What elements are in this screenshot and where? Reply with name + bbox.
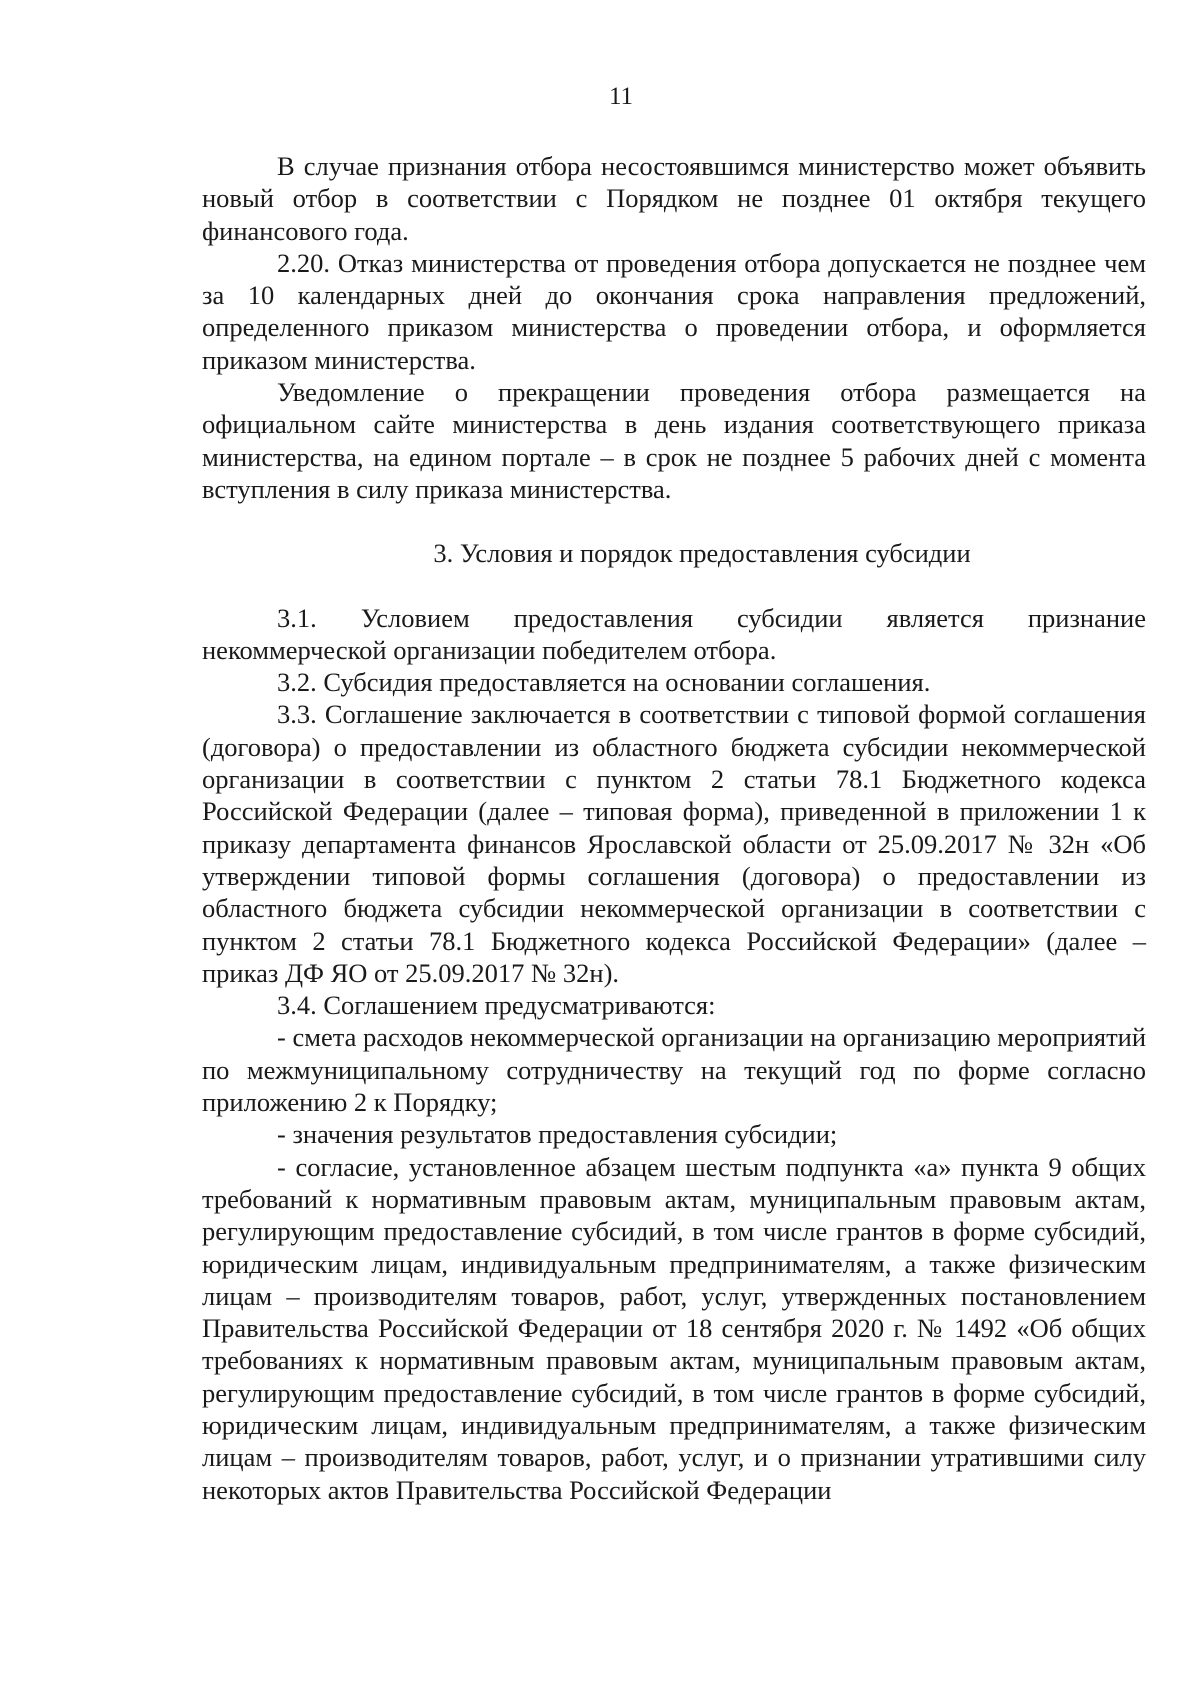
paragraph-3-1: 3.1. Условием предоставления субсидии является признание некоммерческой организации победителем отбора. bbox=[202, 602, 1146, 665]
paragraph-3-2: 3.2. Субсидия предоставляется на основании соглашения. bbox=[277, 667, 931, 698]
paragraph-failed-selection: В случае признания отбора несостоявшимся министерство может объявить новый отбор в соответствии с Порядком не позднее 01 октября текущего финансового года. bbox=[202, 151, 1146, 246]
paragraph-3-4: 3.4. Соглашением предусматриваются: bbox=[277, 990, 716, 1021]
list-item-cost-estimate: - смета расходов некоммерческой организации на организацию мероприятий по межмуниципальному сотрудничеству на текущий год по форме согласно приложению 2 к Порядку; bbox=[202, 1022, 1147, 1118]
document-body bbox=[202, 150, 1146, 1506]
section-heading: 3. Условия и порядок предоставления субсидии bbox=[433, 538, 971, 569]
page-number: 11 bbox=[608, 83, 634, 110]
list-item-result-values: - значения результатов предоставления субсидии; bbox=[277, 1119, 838, 1150]
paragraph-3-3: 3.3. Соглашение заключается в соответствии с типовой формой соглашения (договора) о предоставлении из областного бюджета субсидии некоммерческой организации в соответствии с пунктом 2 статьи 78.1 Бюджетного кодекса Российской Федерации (далее – типовая форма), приведенной в приложении 1 к приказу департамента финансов Ярославской области от 25.09.2017 № 32н «Об утверждении типовой формы соглашения (договора) о предоставлении из областного бюджета субсидии некоммерческой организации в соответствии с пунктом 2 статьи 78.1 Бюджетного кодекса Российской Федерации» (далее – приказ ДФ ЯО от 25.09.2017 № 32н). bbox=[202, 699, 1146, 988]
paragraph-termination-notice: Уведомление о прекращении проведения отбора размещается на официальном сайте министерства в день издания соответствующего приказа министерства, на едином портале – в срок не позднее 5 рабочих дней с момента вступления в силу приказа министерства. bbox=[202, 377, 1146, 504]
list-item-consent: - согласие, установленное абзацем шестым подпункта «а» пункта 9 общих требований к нормативным правовым актам, муниципальным правовым актам, регулирующим предоставление субсидий, в том числе грантов в форме субсидий, юридическим лицам, индивидуальным предпринимателям, а также физическим лицам – производителям товаров, работ, услуг, утвержденных постановлением Правительства Российской Федерации от 18 сентября 2020 г. № 1492 «Об общих требованиях к нормативным правовым актам, муниципальным правовым актам, регулирующим предоставление субсидий, в том числе грантов в форме субсидий, юридическим лицам, индивидуальным предпринимателям, а также физическим лицам – производителям товаров, работ, услуг, и о признании утратившими силу некоторых актов Правительства Российской Федерации bbox=[202, 1151, 1146, 1505]
paragraph-2-20: 2.20. Отказ министерства от проведения отбора допускается не позднее чем за 10 календарных дней до окончания срока направления предложений, определенного приказом министерства о проведении отбора, и оформляется приказом министерства. bbox=[202, 247, 1146, 375]
